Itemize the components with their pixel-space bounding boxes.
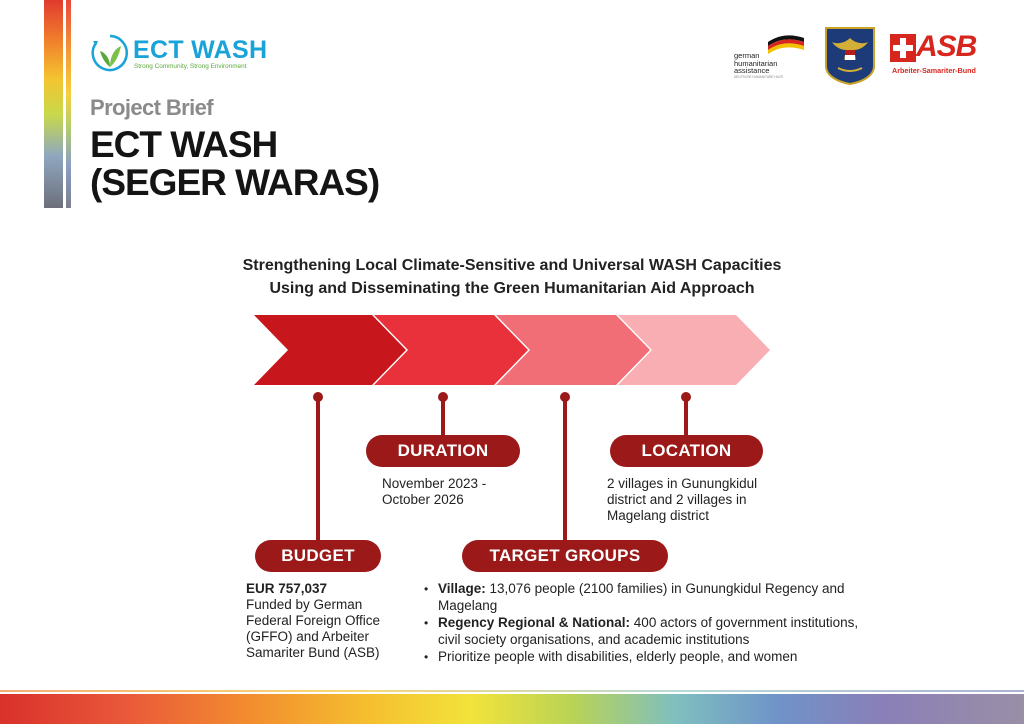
target-groups-connector-line	[563, 396, 567, 544]
budget-amount: EUR 757,037	[246, 581, 328, 596]
budget-line4: Samariter Bund (ASB)	[246, 645, 380, 660]
german-logo-line2: humanitarian	[734, 58, 778, 68]
asb-logo-text: ASB	[916, 30, 977, 63]
location-line2: district and 2 villages in	[607, 492, 747, 507]
logo-tagline: Strong Community, Strong Environment	[134, 63, 247, 70]
bottom-rainbow-line	[0, 690, 1024, 692]
target-group-text: 400 actors of government institutions, civil society organisations, and academic institutions	[438, 615, 859, 647]
chevron-arrow-1	[254, 315, 406, 385]
budget-line2: Federal Foreign Office	[246, 613, 381, 628]
duration-label: DURATION	[366, 435, 520, 467]
chevron-timeline	[250, 312, 774, 388]
location-connector-line	[684, 396, 688, 438]
location-line1: 2 villages in Gunungkidul	[607, 476, 758, 491]
bottom-rainbow-bar	[0, 694, 1024, 724]
left-rainbow-bar	[44, 0, 63, 208]
target-group-heading: Regency Regional & National:	[438, 615, 631, 630]
german-humanitarian-assistance-logo	[734, 32, 808, 82]
ect-wash-logo-icon	[90, 33, 130, 75]
bullet-icon: •	[424, 616, 429, 630]
subtitle-line1: Strengthening Local Climate-Sensitive and Universal WASH Capacities	[242, 257, 782, 274]
page-title-line1: ECT WASH	[90, 124, 278, 165]
asb-logo	[890, 32, 990, 76]
target-group-text: 13,076 people (2100 families) in Gunungkidul Regency and Magelang	[438, 581, 845, 613]
german-logo-line1: german	[734, 51, 760, 60]
location-label: LOCATION	[610, 435, 763, 467]
samaritan-cross-icon	[890, 34, 916, 62]
location-line3: Magelang district	[607, 508, 710, 523]
duration-connector-line	[441, 396, 445, 438]
duration-line2: October 2026	[382, 492, 464, 507]
location-text	[607, 476, 757, 524]
page-title	[90, 126, 379, 202]
target-groups-label: TARGET GROUPS	[462, 540, 668, 572]
page-title-line2: (SEGER WARAS)	[90, 162, 380, 203]
german-logo-line3: assistance	[734, 66, 770, 75]
project-subtitle	[160, 254, 864, 300]
budget-text	[246, 581, 380, 661]
garuda-emblem-icon	[824, 26, 876, 86]
budget-label: BUDGET	[255, 540, 381, 572]
left-rainbow-bar-thin	[66, 0, 71, 208]
budget-line1: Funded by German	[246, 597, 363, 612]
duration-line1: November 2023 -	[382, 476, 487, 491]
asb-name: Arbeiter-Samariter-Bund	[892, 66, 976, 75]
bullet-icon: •	[424, 582, 429, 596]
target-group-text: Prioritize people with disabilities, elderly people, and women	[438, 649, 798, 664]
logo-title: ECT WASH	[133, 36, 268, 64]
target-group-heading: Village:	[438, 581, 486, 596]
list-item	[424, 615, 874, 648]
german-logo-line4: DEUTSCHE HUMANITÄRE HILFE	[734, 75, 784, 79]
bullet-icon: •	[424, 650, 429, 664]
subtitle-line2: Using and Disseminating the Green Humanitarian Aid Approach	[269, 280, 755, 297]
duration-text	[382, 476, 486, 508]
list-item	[424, 649, 874, 666]
project-brief-label: Project Brief	[90, 95, 214, 120]
budget-connector-line	[316, 396, 320, 544]
budget-line3: (GFFO) and Arbeiter	[246, 629, 370, 644]
list-item	[424, 581, 874, 614]
target-groups-list	[424, 581, 874, 667]
